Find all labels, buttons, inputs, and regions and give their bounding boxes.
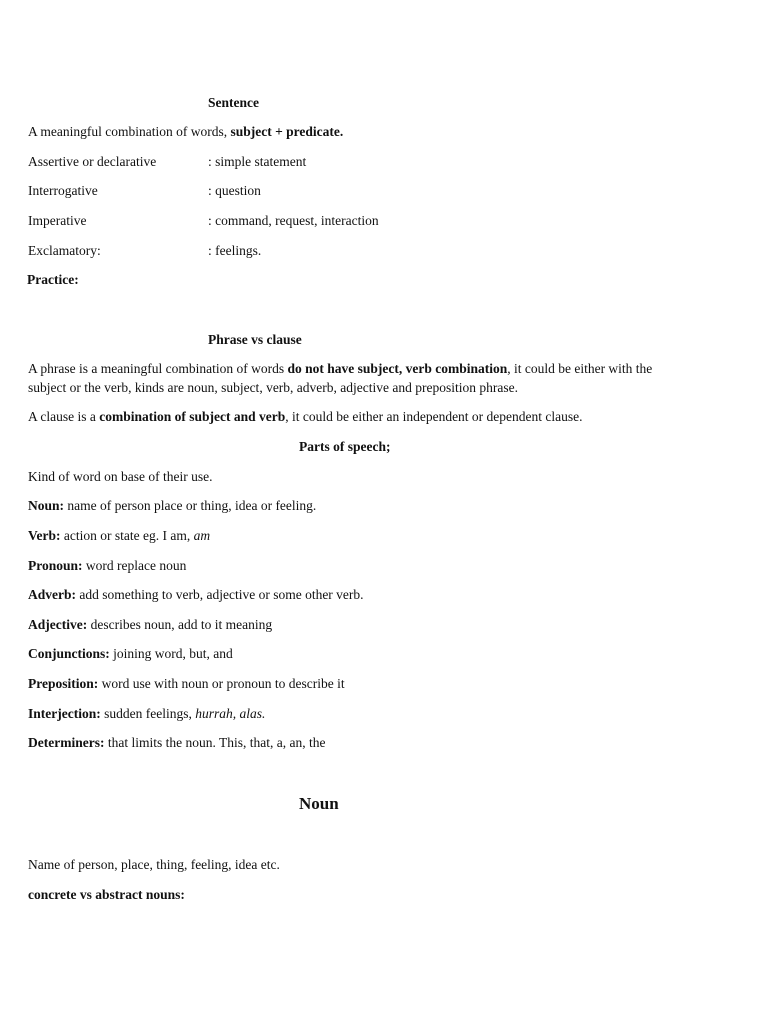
sentence-type-term: Exclamatory: [28,243,101,258]
pos-term: Noun: [28,498,65,513]
clause-definition-text: A clause is a [28,409,100,424]
sentence-type-desc: : simple statement [208,154,307,169]
pos-item [28,586,364,604]
parts-of-speech-intro: Kind of word on base of their use. [28,469,213,484]
phrase-definition-suffix: , it could be either with the [507,361,653,376]
phrase-definition-line1 [28,360,652,378]
pos-desc: that limits the noun. This, that, a, an, the [104,735,326,750]
pos-item [28,616,272,634]
pos-item [28,645,233,663]
pos-item [28,557,186,575]
clause-definition [28,408,583,426]
sentence-type-term: Assertive or declarative [28,154,157,169]
sentence-type-desc: : command, request, interaction [208,213,379,228]
noun-subheading: concrete vs abstract nouns: [28,887,185,902]
pos-desc: name of person place or thing, idea or feeling. [64,498,317,513]
phrase-clause-heading: Phrase vs clause [208,332,302,347]
pos-term: Adjective: [28,617,88,632]
clause-definition-bold: combination of subject and verb [99,409,286,424]
phrase-definition-bold: do not have subject, verb combination [287,361,508,376]
pos-term: Adverb: [28,587,76,602]
pos-item [28,527,210,545]
sentence-type-term: Imperative [28,213,87,228]
pos-desc: word replace noun [82,558,187,573]
pos-example: hurrah, alas. [195,706,266,721]
sentence-type-desc: : feelings. [208,243,262,258]
noun-heading: Noun [299,794,339,813]
pos-desc: word use with noun or pronoun to describe it [98,676,345,691]
phrase-definition-text: A phrase is a meaningful combination of words [28,361,288,376]
noun-definition: Name of person, place, thing, feeling, idea etc. [28,857,280,872]
pos-term: Interjection: [28,706,101,721]
pos-item [28,734,325,752]
pos-term: Pronoun: [28,558,83,573]
pos-item [28,675,345,693]
sentence-type-desc: : question [208,183,261,198]
pos-desc: add something to verb, adjective or some other verb. [76,587,364,602]
pos-desc: joining word, but, and [109,646,233,661]
clause-definition-suffix: , it could be either an independent or dependent clause. [285,409,583,424]
sentence-type-term: Interrogative [28,183,98,198]
phrase-definition-line2: subject or the verb, kinds are noun, subject, verb, adverb, adjective and preposition phrase. [28,380,518,395]
pos-desc: describes noun, add to it meaning [87,617,273,632]
pos-term: Preposition: [28,676,99,691]
pos-item [28,705,265,723]
parts-of-speech-heading: Parts of speech; [299,439,391,454]
pos-term: Conjunctions: [28,646,110,661]
pos-term: Verb: [28,528,61,543]
pos-item [28,497,316,515]
pos-desc: sudden feelings, [100,706,196,721]
pos-desc: action or state eg. I am, [60,528,194,543]
sentence-definition-bold: subject + predicate. [230,124,344,139]
practice-label: Practice: [27,272,79,287]
sentence-definition [28,123,343,141]
sentence-definition-text: A meaningful combination of words, [28,124,231,139]
pos-example: am [193,528,211,543]
pos-term: Determiners: [28,735,105,750]
sentence-heading: Sentence [208,95,259,110]
